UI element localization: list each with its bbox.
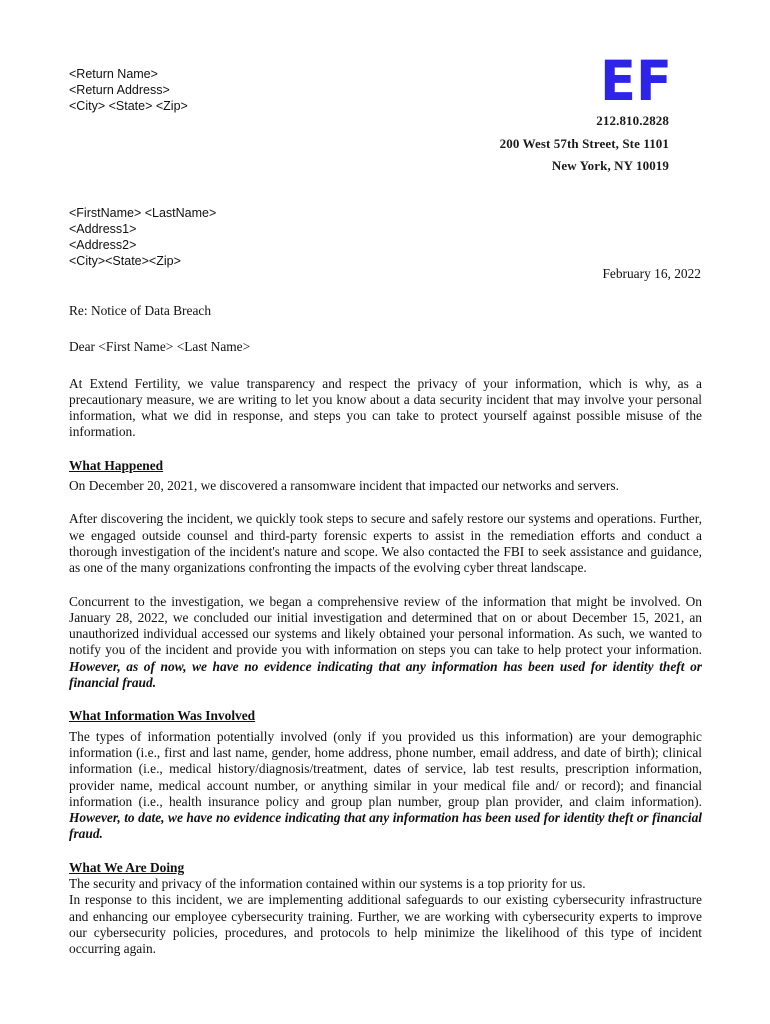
subject-line: Re: Notice of Data Breach: [69, 303, 212, 318]
what-happened-p3: [69, 594, 702, 692]
what-happened-p3-text: Concurrent to the investigation, we began a comprehensive review of the information that might be involved. On January 28, 2022, we concluded our initial investigation and determined that on or about December 15, 2021, an unauthorized individual accessed our systems and likely obtained your personal information. As such, we wanted to notify you of the incident and provide you with information on steps you can take to help protect your information.: [69, 593, 702, 658]
return-name: <Return Name>: [69, 67, 158, 81]
return-address-block: [69, 66, 188, 114]
company-phone: 212.810.2828: [596, 113, 669, 128]
letter-date: February 16, 2022: [602, 266, 701, 281]
letter-body: [69, 303, 702, 958]
recipient-address2: <Address2>: [69, 238, 137, 252]
what-information-heading: What Information Was Involved: [69, 708, 256, 724]
what-happened-p1: On December 20, 2021, we discovered a ransomware incident that impacted our networks and servers.: [69, 478, 619, 494]
recipient-address-block: [69, 205, 216, 269]
what-we-are-doing-p1: The security and privacy of the information contained within our systems is a top priority for us.: [69, 876, 586, 892]
company-city: New York, NY 10019: [551, 158, 669, 173]
what-information-p1: [69, 729, 702, 843]
what-information-p1-emphasis: However, to date, we have no evidence indicating that any information has been used for identity theft or financial fraud.: [69, 810, 702, 842]
what-we-are-doing-p2: In response to this incident, we are implementing additional safeguards to our existing cybersecurity infrastructure and enhancing our employee cybersecurity training. Further, we are working with cybersecurity experts to improve our cybersecurity policies, procedures, and protocols to help minimize the likelihood of this type of incident occurring again.: [69, 892, 702, 957]
what-happened-heading: What Happened: [69, 457, 164, 473]
company-logo: [600, 58, 674, 102]
return-city-state-zip: <City> <State> <Zip>: [69, 99, 188, 113]
what-we-are-doing-heading: What We Are Doing: [69, 859, 185, 875]
company-contact-block: [500, 110, 669, 178]
return-address: <Return Address>: [69, 83, 170, 97]
salutation: Dear <First Name> <Last Name>: [69, 339, 251, 355]
company-street: 200 West 57th Street, Ste 1101: [499, 135, 669, 151]
what-happened-p3-emphasis: However, as of now, we have no evidence indicating that any information has been used for identity theft or financial fraud.: [69, 658, 702, 691]
recipient-name: <FirstName> <LastName>: [69, 206, 217, 220]
what-happened-p2: After discovering the incident, we quickly took steps to secure and safely restore our systems and operations. Further, we engaged outside counsel and third-party forensic experts to assist in the remediation efforts and conduct a thorough investigation of the incident's nature and scope. We also contacted the FBI to seek assistance and guidance, as one of the many organizations confronting the impacts of the evolving cyber threat landscape.: [69, 511, 702, 576]
logo-text: EF: [600, 58, 672, 102]
recipient-address1: <Address1>: [69, 222, 137, 236]
recipient-city-state-zip: <City><State><Zip>: [69, 254, 181, 268]
intro-paragraph: At Extend Fertility, we value transparency and respect the privacy of your information, which is why, as a precautionary measure, we are writing to let you know about a data security incident that may involve your personal information, what we did in response, and steps you can take to protect yourself against possible misuse of the information.: [69, 375, 702, 440]
what-information-p1-text: The types of information potentially involved (only if you provided us this information) are your demographic information (i.e., first and last name, gender, home address, phone number, email address, and date of birth); clinical information (i.e., medical history/diagnosis/treatment, dates of service, lab test results, prescription information, provider name, medical account number, or anything similar in your medical file and/ or record); and financial information (i.e., health insurance policy and group plan number, group plan provider, and claim information).: [69, 728, 702, 809]
